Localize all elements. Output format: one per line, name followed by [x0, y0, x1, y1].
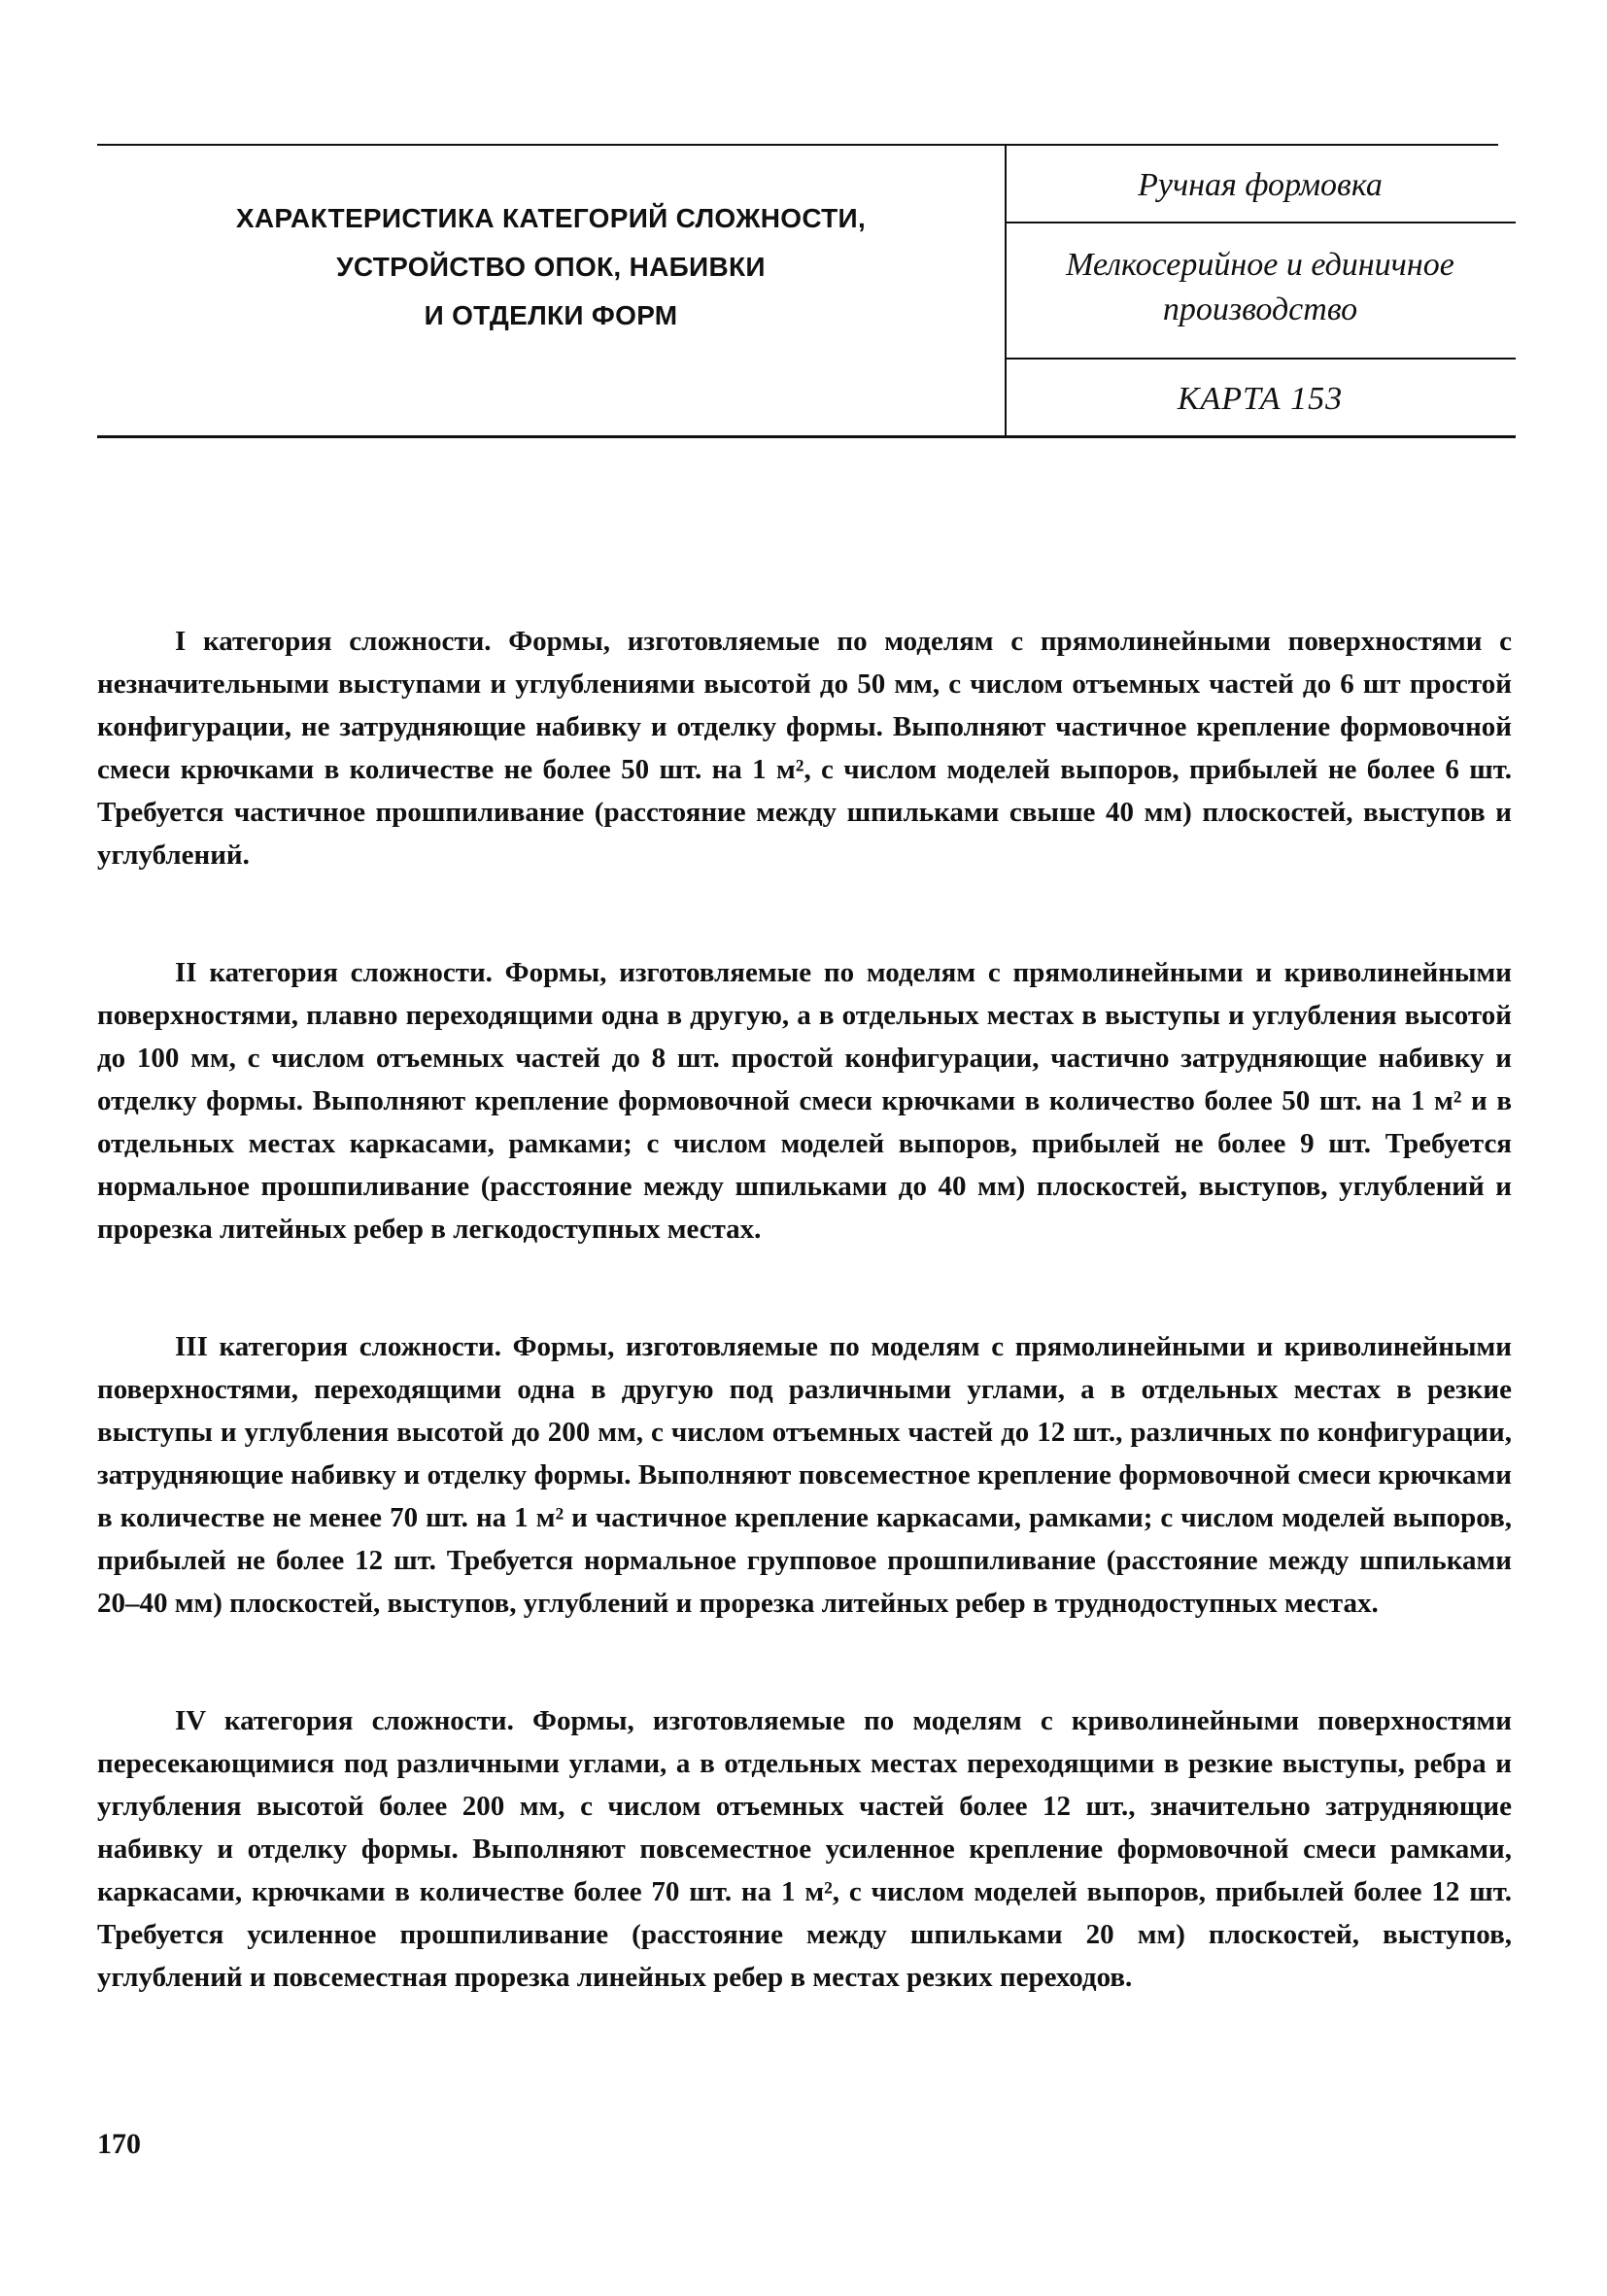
category-heading: I категория сложности.: [175, 626, 492, 657]
process-cell: Ручная формовка: [1138, 167, 1383, 203]
header-bottom-rule: [97, 435, 1516, 438]
card-number-cell: КАРТА 153: [1177, 381, 1344, 417]
category-paragraph-4: [97, 1699, 1512, 1999]
page-number: 170: [97, 2128, 141, 2160]
production-line-2: производство: [1162, 291, 1358, 327]
production-cell: [1007, 229, 1514, 361]
production-line-1: Мелкосерийное и единичное: [1066, 247, 1454, 283]
title-line-2: УСТРОЙСТВО ОПОК, НАБИВКИ: [336, 252, 766, 282]
category-text: Формы, изготовляемые по моделям с прямолинейными и криволинейными поверхностями, переходящими одна в другую под различными углами, а в отдельных местах в резкие выступы и углубления высотой до 200 мм, с числом отъемных частей до 12 шт., различных по конфигурации, затрудняющие набивку и отделку формы. Выполняют повсеместное крепление формовочной смеси крючками в количестве не менее 70 шт. на 1 м² и частичное крепление каркасами, рамками; с числом моделей выпоров, прибылей не более 12 шт. Требуется нормальное групповое прошпиливание (расстояние между шпильками 20–40 мм) плоскостей, выступов, углублений и прорезка литейных ребер в труднодоступных местах.: [97, 1331, 1513, 1619]
cell-rule: [1007, 358, 1516, 360]
category-heading: IV категория сложности.: [175, 1705, 514, 1736]
category-paragraph-3: [97, 1325, 1512, 1625]
title-line-3: И ОТДЕЛКИ ФОРМ: [424, 300, 678, 330]
document-title: [97, 194, 1005, 340]
cell-rule: [1007, 222, 1516, 223]
category-text: Формы, изготовляемые по моделям с криволинейными поверхностями пересекающимися под различными углами, а в отдельных местах переходящими в резкие выступы, ребра и углубления высотой более 200 мм, с числом отъемных частей более 12 шт., значительно затрудняющие набивку и отделку формы. Выполняют повсеместное усиленное крепление формовочной смеси рамками, каркасами, крючками в количестве более 70 шт. на 1 м², с числом моделей выпоров, прибылей более 12 шт. Требуется усиленное прошпиливание (расстояние между шпильками 20 мм) плоскостей, выступов, углублений и повсеместная прорезка линейных ребер в местах резких переходов.: [97, 1705, 1513, 1993]
category-text: Формы, изготовляемые по моделям с прямолинейными поверхностями с незначительными выступами и углублениями высотой до 50 мм, с числом отъемных частей до 6 шт простой конфигурации, не затрудняющие набивку и отделку формы. Выполняют частичное крепление формовочной смеси крючками в количестве не более 50 шт. на 1 м², с числом моделей выпоров, прибылей не более 6 шт. Требуется частичное прошпиливание (расстояние между шпильками свыше 40 мм) плоскостей, выступов и углублений.: [97, 626, 1512, 871]
category-paragraph-2: [97, 951, 1512, 1251]
header-block: [97, 136, 1516, 439]
title-line-1: ХАРАКТЕРИСТИКА КАТЕГОРИЙ СЛОЖНОСТИ,: [235, 203, 867, 233]
category-heading: II категория сложности.: [175, 957, 493, 988]
category-heading: III категория сложности.: [175, 1331, 501, 1362]
header-top-rule: [97, 144, 1498, 146]
category-paragraph-1: [97, 620, 1512, 876]
category-text: Формы, изготовляемые по моделям с прямолинейными и криволинейными поверхностями, плавно переходящими одна в другую, а в отдельных местах в выступы и углубления высотой до 100 мм, с числом отъемных частей до 8 шт. простой конфигурации, частично затрудняющие набивку и отделку формы. Выполняют крепление формовочной смеси крючками в количество более 50 шт. на 1 м² и в отдельных местах каркасами, рамками; с числом моделей выпоров, прибылей не более 9 шт. Требуется нормальное прошпиливание (расстояние между шпильками до 40 мм) плоскостей, выступов, углублений и прорезка литейных ребер в легкодоступных местах.: [97, 957, 1512, 1245]
body-content: [97, 620, 1512, 2073]
